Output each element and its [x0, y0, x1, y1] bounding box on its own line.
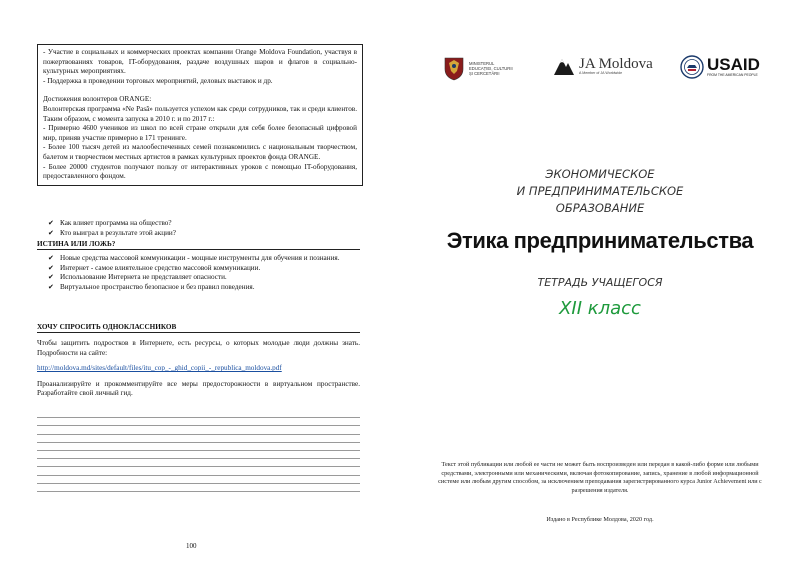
checkmark-icon: ✔ [48, 273, 54, 282]
answer-line[interactable] [37, 443, 360, 451]
ministry-logo: MINISTERUL EDUCAȚIEI, CULTURII ȘI CERCETĂRII [443, 55, 513, 81]
answer-line[interactable] [37, 484, 360, 492]
ja-moldova-logo: JA Moldova A Member of JA Worldwide [553, 55, 653, 77]
list-item: ✔ Использование Интернета не представляет опасности. [48, 273, 227, 282]
answer-line[interactable] [37, 476, 360, 484]
usaid-logo: USAID FROM THE AMERICAN PEOPLE [680, 55, 760, 79]
resource-link[interactable]: http://moldova.md/sites/default/files/itu_cop_-_ghid_copii_-_republica_moldova.pdf [37, 364, 282, 373]
answer-line[interactable] [37, 435, 360, 443]
list-item: ✔ Как влияет программа на общество? [48, 219, 172, 227]
ministry-crest-icon [443, 55, 465, 81]
box-paragraph: - Более 20000 студентов получают пользу от интерактивных уроков с помощью IT-оборудования, предоставленного фондом. [43, 162, 357, 181]
checkmark-icon: ✔ [48, 229, 54, 237]
box-paragraph: Волонтерская программа «Ne Pasă» пользуется успехом как среди сотрудников, так и среди клиентов. Таким образом, с момента запуска в 2010 г. и по 2017 г.: [43, 104, 357, 123]
logo-bar [443, 55, 763, 85]
copyright-notice: Текст этой публикации или любой ее части не может быть воспроизведен или передан в какой-либо форме или любыми средствами, электронными или механическими, включая фотокопирование, запись, хранение в любой информационной системе или любым другим способом, за исключением преподавания зарегистрированного курса Junior Achievement или с разрешения издателя. [438, 461, 762, 494]
true-false-list [48, 254, 360, 292]
box-paragraph: - Участие в социальных и коммерческих проектах компании Orange Moldova Foundation, участвуя в пожертвованиях товаров, IT-оборудования, раздаче воздушных шаров и флагов в социально-культурных мероприятиях. [43, 48, 357, 76]
page-number: 100 [186, 542, 197, 550]
ask-text: Проанализируйте и прокомментируйте все меры предосторожности в виртуальном пространстве. Разработайте свой личный гид. [37, 379, 360, 398]
grade-label: XII класс [559, 298, 641, 319]
answer-lines [37, 410, 360, 492]
answer-line[interactable] [37, 410, 360, 418]
list-item: ✔ Новые средства массовой коммуникации - мощные инструменты для обучения и познания. [48, 254, 340, 262]
answer-line[interactable] [37, 418, 360, 426]
ask-section [37, 339, 360, 405]
book-title: Этика предпринимательства [446, 228, 754, 253]
usaid-seal-icon [680, 55, 704, 79]
true-false-heading: ИСТИНА ИЛИ ЛОЖЬ? [37, 240, 360, 250]
checkmark-icon: ✔ [48, 282, 54, 291]
checkmark-icon: ✔ [48, 263, 54, 272]
publication-info: Издано в Республике Молдова, 2020 год. [546, 516, 654, 523]
orange-volunteer-box [37, 44, 363, 186]
answer-line[interactable] [37, 426, 360, 434]
question-list [48, 218, 358, 238]
list-item: ✔ Кто выиграл в результате этой акции? [48, 229, 176, 237]
list-item: ✔ Интернет - самое влиятельное средство массовой коммуникации. [48, 263, 261, 272]
list-item: ✔ Виртуальное пространство безопасное и без правил поведения. [48, 282, 255, 291]
box-paragraph: - Поддержка в проведении торговых мероприятий, деловых выставок и др. [43, 76, 273, 85]
checkmark-icon: ✔ [48, 254, 54, 262]
ask-text: Чтобы защитить подростков в Интернете, есть ресурсы, о которых молодые люди должны знать. Подробности на сайте: [37, 339, 360, 357]
checkmark-icon: ✔ [48, 219, 54, 227]
subject-title: ЭКОНОМИЧЕСКОЕ И ПРЕДПРИНИМАТЕЛЬСКОЕ ОБРАЗОВАНИЕ [516, 167, 684, 215]
box-paragraph: - Примерно 4600 учеников из школ по всей стране открыли для себя более безопасный цифровой мир, приняв участие примерно в 171 тренинге. [43, 124, 357, 142]
ja-mountain-icon [553, 55, 575, 77]
workbook-label: ТЕТРАДЬ УЧАЩЕГОСЯ [537, 276, 663, 289]
answer-line[interactable] [37, 467, 360, 475]
box-paragraph: - Более 100 тысяч детей из малообеспеченных семей познакомились с национальным творчеством, балетом и творчеством местных артистов в рамках культурных проектов фонда ORANGE. [43, 143, 357, 161]
answer-line[interactable] [37, 451, 360, 459]
box-heading: Достижения волонтеров ORANGE: [43, 95, 152, 104]
ask-classmates-heading: ХОЧУ СПРОСИТЬ ОДНОКЛАССНИКОВ [37, 323, 360, 333]
answer-line[interactable] [37, 459, 360, 467]
